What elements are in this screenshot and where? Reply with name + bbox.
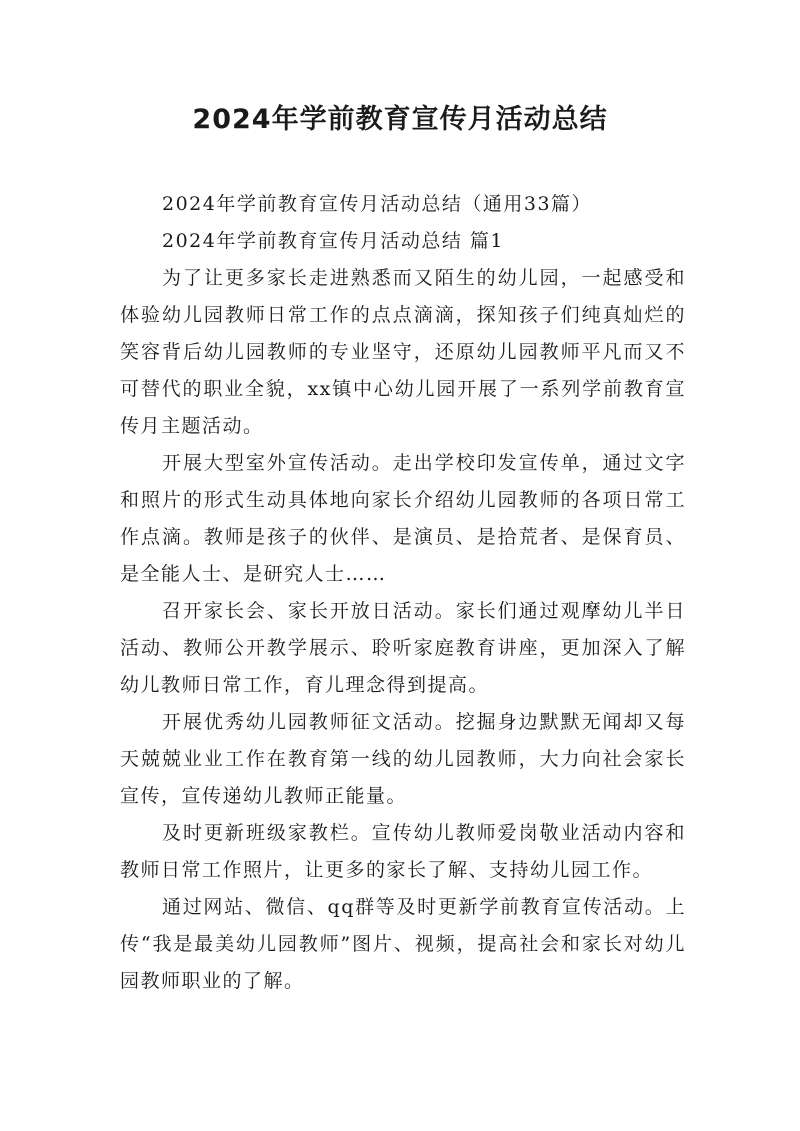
paragraph-intro: 为了让更多家长走进熟悉而又陌生的幼儿园，一起感受和体验幼儿园教师日常工作的点点滴滴，探知孩子们纯真灿烂的笑容背后幼儿园教师的专业坚守，还原幼儿园教师平凡而又不可替代的职业全貌，xx镇中心幼儿园开展了一系列学前教育宣传月主题活动。 — [120, 267, 686, 437]
paragraph-class-board: 及时更新班级家教栏。宣传幼儿教师爱岗敬业活动内容和教师日常工作照片，让更多的家长了解、支持幼儿园工作。 — [120, 822, 686, 881]
paragraph-online-channels: 通过网站、微信、qq群等及时更新学前教育宣传活动。上传“我是最美幼儿园教师”图片、视频，提高社会和家长对幼儿园教师职业的了解。 — [120, 896, 686, 992]
document-title: 2024年学前教育宣传月活动总结 — [192, 104, 608, 135]
paragraph-outdoor-campaign: 开展大型室外宣传活动。走出学校印发宣传单，通过文字和照片的形式生动具体地向家长介绍幼儿园教师的各项日常工作点滴。教师是孩子的伙伴、是演员、是拾荒者、是保育员、是全能人士、是研究人士…… — [120, 452, 686, 585]
document-body — [120, 186, 686, 1000]
paragraph-parent-meeting: 召开家长会、家长开放日活动。家长们通过观摩幼儿半日活动、教师公开教学展示、聆听家庭教育讲座，更加深入了解幼儿教师日常工作，育儿理念得到提高。 — [120, 600, 686, 696]
collection-heading: 2024年学前教育宣传月活动总结（通用33篇） — [162, 193, 593, 215]
paragraph-essay-contest: 开展优秀幼儿园教师征文活动。挖掘身边默默无闻却又每天兢兢业业工作在教育第一线的幼儿园教师，大力向社会家长宣传，宣传递幼儿教师正能量。 — [120, 711, 686, 807]
article-heading: 2024年学前教育宣传月活动总结 篇1 — [162, 230, 504, 252]
